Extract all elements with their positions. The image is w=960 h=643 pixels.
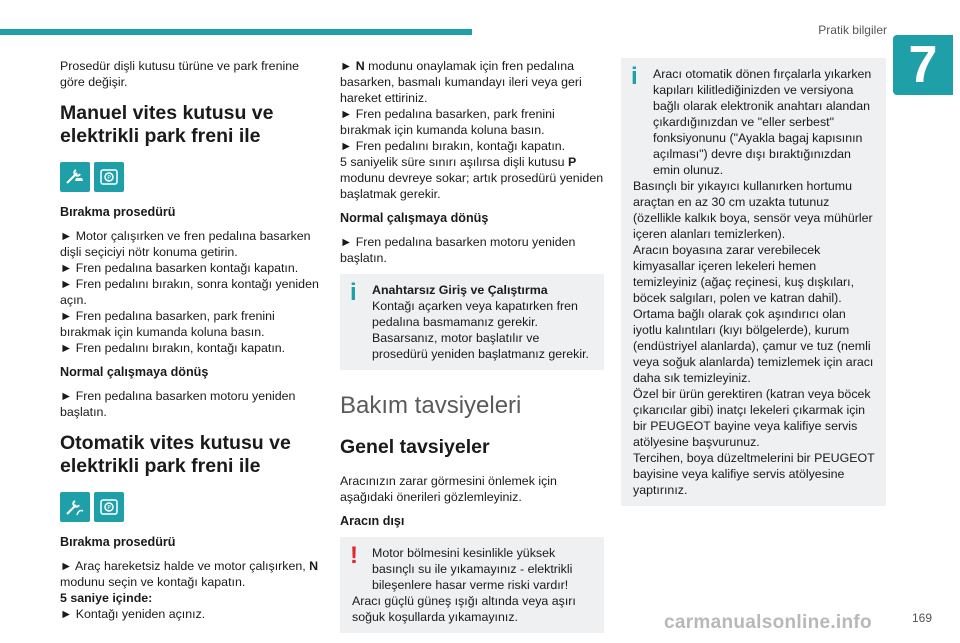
auto-release-heading: Bırakma prosedürü [60, 535, 176, 549]
chapter-badge: 7 [893, 35, 953, 95]
step-mode: N [355, 59, 365, 73]
care-title: Bakım tavsiyeleri [340, 392, 522, 419]
column-2 [340, 58, 604, 643]
warning-text-2: Aracı güçlü güneş ışığı altında veya aşırı soğuk koşullarda yıkamayınız. [352, 594, 576, 624]
col2-steps [340, 58, 604, 202]
normal-text: ► Fren pedalına basarken motoru yeniden başlatın. [340, 235, 576, 265]
step-marker: ► [340, 59, 356, 73]
manual-normal-heading: Normal çalışmaya dönüş [60, 365, 209, 379]
parking-brake-icon [94, 492, 124, 522]
manual-normal-text: ► Fren pedalına basarken motoru yeniden başlatın. [60, 389, 296, 419]
info-note-title: Anahtarsız Giriş ve Çalıştırma [372, 283, 548, 297]
manual-step-4: ► Fren pedalına basarken, park frenini bırakmak için kumanda koluna basın. [60, 309, 275, 339]
info-note [340, 274, 604, 370]
info-icon: i [631, 63, 638, 90]
auto-section-title: Otomatik vites kutusu ve elektrikli park freni ile [60, 432, 291, 477]
auto-within-label: 5 saniye içinde: [60, 591, 153, 605]
auto-release-steps [60, 558, 322, 622]
section-name: Pratik bilgiler [818, 23, 887, 37]
care-note-4: Ortama bağlı olarak çok aşındırıcı olan iyotlu kalıntıları (kıyı bölgelerde), kurum (endüstriyel alanlarda), çamur ve tuz (nemli veya soğuk alanlarda) temizlemek için aracı daha sık temizleyiniz. [633, 307, 874, 385]
info-icon: i [350, 279, 357, 306]
manual-step-2: ► Fren pedalına basarken kontağı kapatın. [60, 261, 299, 275]
warning-note [340, 537, 604, 633]
parking-brake-icon [94, 162, 124, 192]
auto-icons [60, 492, 322, 522]
svg-text:P: P [107, 174, 111, 182]
care-info-note [621, 58, 886, 506]
general-text: Aracınızın zarar görmesini önlemek için aşağıdaki önerileri gözlemleyiniz. [340, 474, 557, 504]
general-title: Genel tavsiyeler [340, 436, 490, 458]
warning-icon: ! [350, 542, 358, 569]
watermark: carmanualsonline.info [664, 612, 872, 633]
step-text: modunu onaylamak için fren pedalına basarken, basmalı kumandayı ileri veya geri hareket ettiriniz. [340, 59, 582, 105]
auto-step-1-rest: modunu seçin ve kontağı kapatın. [60, 575, 246, 589]
auto-step-2: ► Kontağı yeniden açınız. [60, 607, 206, 621]
header-accent-bar [0, 29, 472, 35]
intro-text: Prosedür dişli kutusu türüne ve park frenine göre değişir. [60, 59, 299, 89]
manual-release-steps [60, 228, 322, 356]
auto-step-1-text: ► Araç hareketsiz halde ve motor çalışırken, [60, 559, 310, 573]
step-text-2: ► Fren pedalına basarken, park frenini bırakmak için kumanda koluna basın. [340, 107, 555, 137]
manual-step-1: ► Motor çalışırken ve fren pedalına basarken dişli seçiciyi nötr konuma getirin. [60, 229, 311, 259]
normal-heading: Normal çalışmaya dönüş [340, 211, 489, 225]
timeout-rest: modunu devreye sokar; artık prosedürü yeniden başlatmak gerekir. [340, 171, 604, 201]
timeout-mode: P [567, 155, 577, 169]
wrench-car-icon [60, 162, 90, 192]
step-text-3: ► Fren pedalını bırakın, kontağı kapatın. [340, 139, 566, 153]
care-note-1: Aracı otomatik dönen fırçalarla yıkarken kapıları kilitlediğinizden ve versiyona bağlı olarak elektronik anahtarı alandan çıkardığınızdan ve "eller serbest" fonksiyonunu ("Ayakla bagaj kapısının açılması") devre dışı bıraktığınızdan emin olunuz. [653, 67, 872, 177]
manual-icons [60, 162, 322, 192]
auto-step-1-mode: N [309, 559, 319, 573]
care-note-6: Tercihen, boya düzeltmelerini bir PEUGEOT bayisine veya kalifiye servis atölyesine yaptırınız. [633, 451, 875, 497]
manual-section-title: Manuel vites kutusu ve elektrikli park freni ile [60, 102, 274, 147]
wrench-hand-icon [60, 492, 90, 522]
care-note-3: Aracın boyasına zarar verebilecek kimyasallar içeren lekeleri hemen temizleyiniz (ağaç reçinesi, kuş dışkıları, böcek salgıları, polen ve katran dahil). [633, 243, 855, 305]
column-3 [621, 58, 886, 516]
column-1 [60, 58, 322, 630]
manual-step-5: ► Fren pedalını bırakın, kontağı kapatın. [60, 341, 286, 355]
warning-text-1: Motor bölmesini kesinlikle yüksek basınçlı su ile yıkamayınız - elektrikli bileşenlere hasar verme riski vardır! [372, 546, 573, 592]
exterior-heading: Aracın dışı [340, 514, 405, 528]
page-number: 169 [911, 611, 932, 625]
care-note-2: Basınçlı bir yıkayıcı kullanırken hortumu araçtan en az 30 cm uzakta tutunuz (özellikle kalkık boya, sensör veya mühürler içeren alanları temizlerken). [633, 179, 873, 241]
svg-text:P: P [107, 504, 111, 512]
timeout-text: 5 saniyelik süre sınırı aşılırsa dişli kutusu [340, 155, 568, 169]
info-note-text: Kontağı açarken veya kapatırken fren pedalına basmamanız gerekir. Basarsanız, motor başlatılır ve prosedürü yeniden başlatmanız gerekir. [372, 299, 589, 361]
care-note-5: Özel bir ürün gerektiren (katran veya böcek çıkarıcılar gibi) inatçı lekeleri çıkarmak için bir PEUGEOT bayine veya kalifiye servis atölyesine başvurunuz. [633, 387, 871, 449]
manual-step-3: ► Fren pedalını bırakın, sonra kontağı yeniden açın. [60, 277, 319, 307]
manual-release-heading: Bırakma prosedürü [60, 205, 176, 219]
